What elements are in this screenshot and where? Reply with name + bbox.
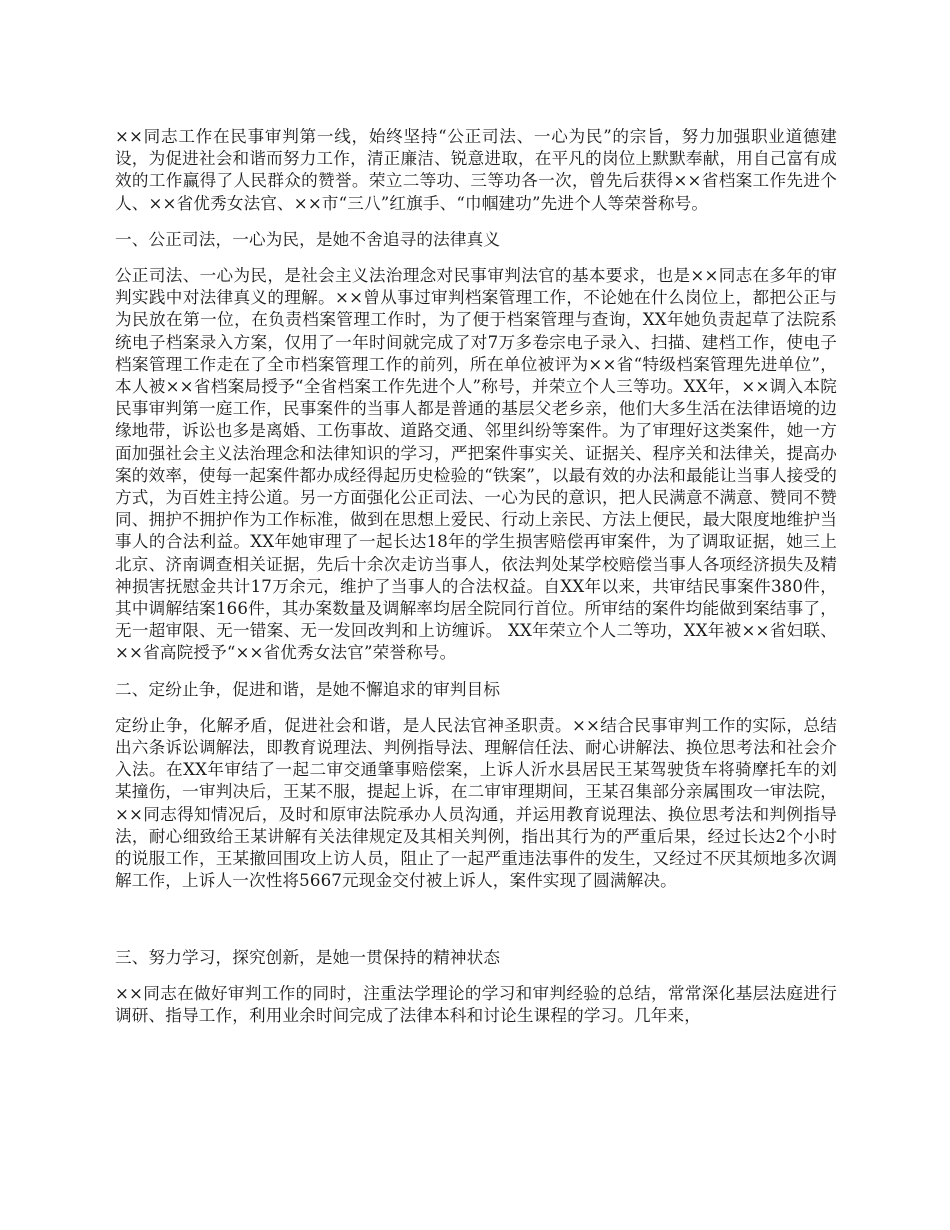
section-2-heading: 二、定纷止争，促进和谐，是她不懈追求的审判目标	[115, 679, 501, 699]
section-3-heading: 三、努力学习，探究创新，是她一贯保持的精神状态	[115, 947, 501, 967]
section-1-heading: 一、公正司法，一心为民，是她不舍追寻的法律真义	[115, 229, 501, 249]
intro-paragraph: ××同志工作在民事审判第一线，始终坚持“公正司法、一心为民”的宗旨，努力加强职业道德建设，为促进社会和谐而努力工作，清正廉洁、锐意进取，在平凡的岗位上默默奉献，用自己富有成效的工作赢得了人民群众的赞誉。荣立二等功、三等功各一次，曾先后获得××省档案工作先进个人、××省优秀女法官、××市“三八”红旗手、“巾帼建功”先进个人等荣誉称号。	[115, 127, 837, 213]
section-3-body: ××同志在做好审判工作的同时，注重法学理论的学习和审判经验的总结，常常深化基层法庭进行调研、指导工作，利用业余时间完成了法律本科和讨论生课程的学习。几年来，	[115, 983, 837, 1025]
section-1-body: 公正司法、一心为民，是社会主义法治理念对民事审判法官的基本要求，也是××同志在多年的审判实践中对法律真义的理解。××曾从事过审判档案管理工作，不论她在什么岗位上，都把公正与为民放在第一位，在负责档案管理工作时，为了便于档案管理与查询，XX年她负责起草了法院系统电子档案录入方案，仅用了一年时间就完成了对7万多卷宗电子录入、扫描、建档工作，使电子档案管理工作走在了全市档案管理工作的前列，所在单位被评为××省“特级档案管理先进单位”，本人被××省档案局授予“全省档案工作先进个人”称号，并荣立个人三等功。XX年，××调入本院民事审判第一庭工作，民事案件的当事人都是普通的基层父老乡亲，他们大多生活在法律语境的边缘地带，诉讼也多是离婚、工伤事故、道路交通、邻里纠纷等案件。为了审理好这类案件，她一方面加强社会主义法治理念和法律知识的学习，严把案件事实关、证据关、程序关和法律关，提高办案的效率，使每一起案件都办成经得起历史检验的“铁案”，以最有效的办法和最能让当事人接受的方式，为百姓主持公道。另一方面强化公正司法、一心为民的意识，把人民满意不满意、赞同不赞同、拥护不拥护作为工作标准，做到在思想上爱民、行动上亲民、方法上便民，最大限度地维护当事人的合法利益。XX年她审理了一起长达18年的学生损害赔偿再审案件，为了调取证据，她三上北京、济南调查相关证据，先后十余次走访当事人，依法判处某学校赔偿当事人各项经济损失及精神损害抚慰金共计17万余元，维护了当事人的合法权益。自XX年以来，共审结民事案件380件，其中调解结案166件，其办案数量及调解率均居全院同行首位。所审结的案件均能做到案结事了，无一超审限、无一错案、无一发回改判和上访缠诉。 XX年荣立个人二等功，XX年被××省妇联、××省高院授予“××省优秀女法官”荣誉称号。	[115, 266, 837, 663]
section-2-body: 定纷止争，化解矛盾，促进社会和谐，是人民法官神圣职责。××结合民事审判工作的实际，总结出六条诉讼调解法，即教育说理法、判例指导法、理解信任法、耐心讲解法、换位思考法和社会介入法。在XX年审结了一起二审交通肇事赔偿案，上诉人沂水县居民王某驾驶货车将骑摩托车的刘某撞伤，一审判决后，王某不服，提起上诉，在二审审理期间，王某召集部分亲属围攻一审法院，××同志得知情况后，及时和原审法院承办人员沟通，并运用教育说理法、换位思考法和判例指导法，耐心细致给王某讲解有关法律规定及其相关判例，指出其行为的严重后果，经过长达2个小时的说服工作，王某撤回围攻上访人员，阻止了一起严重违法事件的发生，又经过不厌其烦地多次调解工作，上诉人一次性将5667元现金交付被上诉人，案件实现了圆满解决。	[115, 715, 837, 891]
document-body	[115, 126, 837, 1027]
